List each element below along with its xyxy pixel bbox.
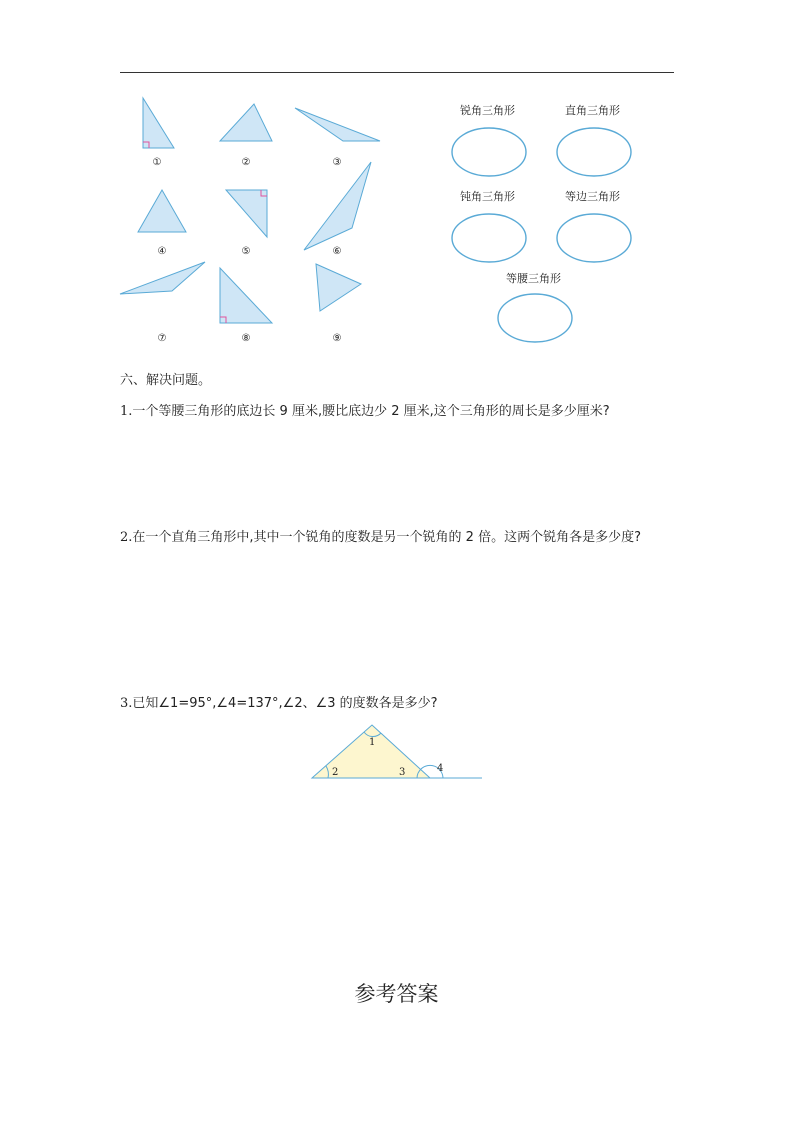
triangle-number-3: ③ — [332, 157, 342, 168]
label-equilateral: 等边三角形 — [565, 190, 620, 203]
label-isosceles: 等腰三角形 — [506, 272, 561, 285]
triangle-number-6: ⑥ — [332, 246, 342, 257]
angle-label-3: 3 — [399, 767, 406, 778]
triangle-number-2: ② — [241, 157, 251, 168]
angle-label-1: 1 — [369, 737, 376, 748]
label-obtuse: 钝角三角形 — [460, 190, 515, 203]
answer-title: 参考答案 — [354, 982, 439, 1006]
question-2-number: 2. — [120, 530, 133, 545]
label-acute: 锐角三角形 — [460, 104, 515, 117]
angle-triangle — [312, 725, 430, 778]
question-3-number: 3. — [120, 696, 133, 711]
triangle-number-1: ① — [152, 157, 162, 168]
angle-label-2: 2 — [332, 767, 339, 778]
triangle-number-5: ⑤ — [241, 246, 251, 257]
question-3-text: 已知∠1=95°,∠4=137°,∠2、∠3 的度数各是多少? — [132, 696, 438, 711]
section-title: 六、解决问题。 — [120, 373, 212, 388]
label-right: 直角三角形 — [565, 104, 620, 117]
question-1-text: 一个等腰三角形的底边长 9 厘米,腰比底边少 2 厘米,这个三角形的周长是多少厘米? — [132, 404, 610, 419]
angle-label-4: 4 — [437, 763, 444, 774]
triangle-number-8: ⑧ — [241, 333, 251, 344]
triangle-number-4: ④ — [157, 246, 167, 257]
question-1-number: 1. — [120, 404, 133, 419]
triangle-number-9: ⑨ — [332, 333, 342, 344]
question-2-text: 在一个直角三角形中,其中一个锐角的度数是另一个锐角的 2 倍。这两个锐角各是多少度? — [132, 530, 641, 545]
triangle-number-7: ⑦ — [157, 333, 167, 344]
